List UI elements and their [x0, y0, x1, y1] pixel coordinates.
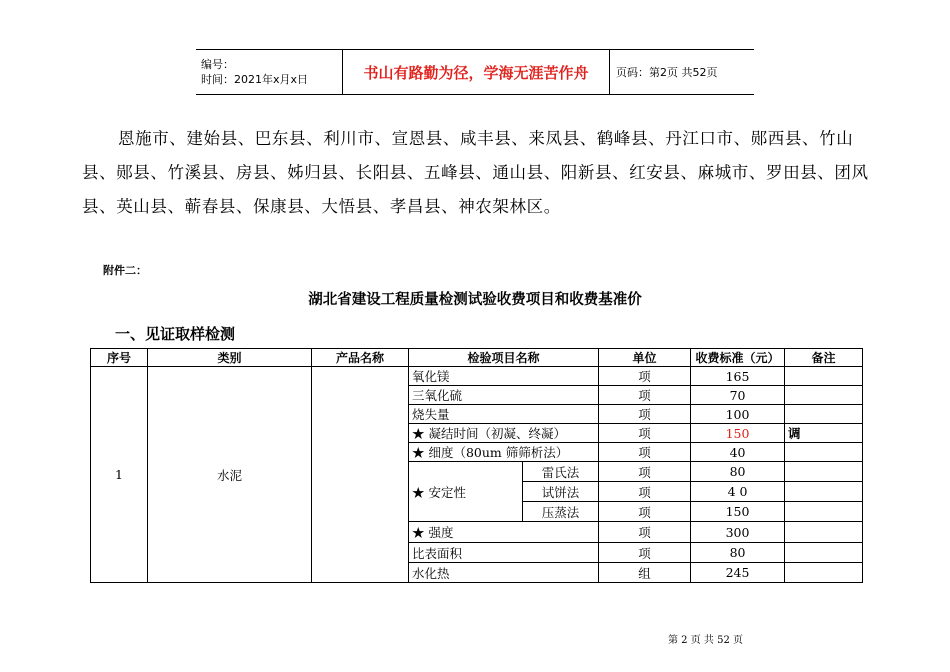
header-motto: 书山有路勤为径，学海无涯苦作舟 — [343, 50, 610, 95]
price-cell: 165 — [691, 367, 785, 386]
header-page-code: 页码：第2页 共52页 — [610, 50, 755, 95]
unit-cell: 项 — [599, 386, 691, 405]
item-cell: 比表面积 — [409, 543, 599, 563]
attachment-label: 附件二： — [103, 264, 147, 277]
county-list-paragraph: 恩施市、建始县、巴东县、利川市、宣恩县、咸丰县、来凤县、鹤峰县、丹江口市、郧西县、竹山县、郧县、竹溪县、房县、姊归县、长阳县、五峰县、通山县、阳新县、红安县、麻城市、罗田县、团风县、英山县、蕲春县、保康县、大悟县、孝昌县、神农架林区。 — [82, 129, 869, 216]
note-cell — [785, 543, 863, 563]
note-cell — [785, 462, 863, 482]
price-cell: 150 — [691, 502, 785, 522]
header-unit: 单位 — [599, 349, 691, 367]
note-cell — [785, 482, 863, 502]
note-cell — [785, 443, 863, 462]
fee-table — [90, 348, 863, 583]
unit-cell: 项 — [599, 462, 691, 482]
price-cell: 245 — [691, 563, 785, 583]
note-cell — [785, 386, 863, 405]
note-cell — [785, 522, 863, 543]
item-cell: 烧失量 — [409, 405, 599, 424]
category-cell: 水泥 — [148, 367, 312, 583]
price-cell: 300 — [691, 522, 785, 543]
price-cell: 150 — [691, 424, 785, 443]
header-seq: 序号 — [91, 349, 148, 367]
unit-cell: 项 — [599, 367, 691, 386]
stability-item-cell: ★ 安定性 — [409, 462, 523, 522]
price-cell: 70 — [691, 386, 785, 405]
unit-cell: 项 — [599, 543, 691, 563]
table-row — [91, 367, 863, 386]
unit-cell: 项 — [599, 522, 691, 543]
header-product: 产品名称 — [312, 349, 409, 367]
header-price: 收费标准（元） — [691, 349, 785, 367]
item-cell: 三氧化硫 — [409, 386, 599, 405]
price-cell: 80 — [691, 543, 785, 563]
section-title: 一、见证取样检测 — [115, 325, 236, 343]
table-header-row — [91, 349, 863, 367]
header-meta — [196, 50, 343, 95]
header-note: 备注 — [785, 349, 863, 367]
header-time: 时间：2021年x月x日 — [201, 73, 309, 86]
item-cell: ★ 细度（80um 筛筛析法） — [409, 443, 599, 462]
note-cell — [785, 405, 863, 424]
unit-cell: 项 — [599, 424, 691, 443]
note-cell: 调 — [785, 424, 863, 443]
unit-cell: 项 — [599, 482, 691, 502]
price-cell: 4 0 — [691, 482, 785, 502]
method-cell: 雷氏法 — [523, 462, 599, 482]
price-cell: 40 — [691, 443, 785, 462]
header-item: 检验项目名称 — [409, 349, 599, 367]
product-cell — [312, 367, 409, 583]
item-cell: 氧化镁 — [409, 367, 599, 386]
unit-cell: 项 — [599, 443, 691, 462]
price-cell: 100 — [691, 405, 785, 424]
method-cell: 试饼法 — [523, 482, 599, 502]
item-cell: ★ 强度 — [409, 522, 599, 543]
document-title: 湖北省建设工程质量检测试验收费项目和收费基准价 — [308, 292, 642, 308]
header-category: 类别 — [148, 349, 312, 367]
unit-cell: 项 — [599, 502, 691, 522]
seq-cell: 1 — [91, 367, 148, 583]
price-cell: 80 — [691, 462, 785, 482]
unit-cell: 项 — [599, 405, 691, 424]
item-cell: ★ 凝结时间（初凝、终凝） — [409, 424, 599, 443]
document-header — [196, 49, 754, 95]
unit-cell: 组 — [599, 563, 691, 583]
note-cell — [785, 367, 863, 386]
method-cell: 压蒸法 — [523, 502, 599, 522]
page-footer: 第 2 页 共 52 页 — [668, 635, 743, 646]
header-number: 编号： — [201, 58, 234, 71]
note-cell — [785, 502, 863, 522]
item-cell: 水化热 — [409, 563, 599, 583]
note-cell — [785, 563, 863, 583]
